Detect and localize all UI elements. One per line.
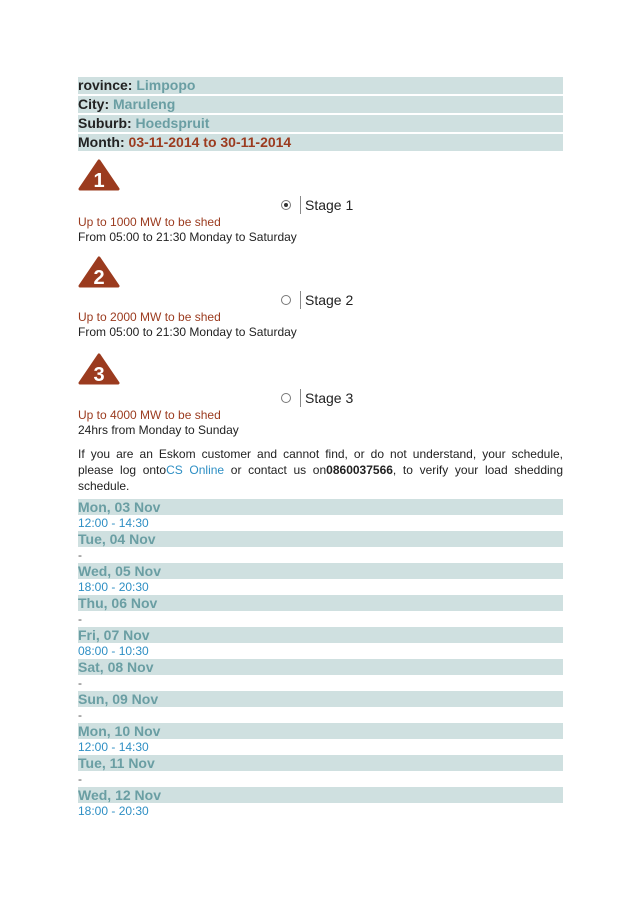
stage-3-hours: 24hrs from Monday to Sunday: [78, 423, 239, 437]
notice-text-middle: or contact us on: [224, 463, 327, 477]
notice-paragraph: [78, 446, 563, 494]
schedule-day-header: Tue, 04 Nov: [78, 531, 563, 547]
schedule-day-time: 18:00 - 20:30: [78, 804, 149, 818]
schedule-day-time: -: [78, 676, 82, 690]
stage-3-badge-icon: [78, 353, 120, 385]
month-value: 03-11-2014 to 30-11-2014: [128, 134, 292, 150]
stage-1-shed: Up to 1000 MW to be shed: [78, 215, 221, 229]
suburb-value: Hoedspruit: [135, 115, 210, 131]
stage-1-badge-icon: [78, 159, 120, 191]
cs-online-link[interactable]: CS Online: [166, 463, 225, 477]
schedule-day-header: Tue, 11 Nov: [78, 755, 563, 771]
month-label: Month:: [78, 134, 125, 150]
stage-2-option[interactable]: [281, 291, 353, 309]
stage-3-number: 3: [93, 364, 105, 385]
stage-2-shed: Up to 2000 MW to be shed: [78, 310, 221, 324]
month-row: [78, 134, 563, 153]
schedule-day-time: -: [78, 708, 82, 722]
schedule-day-header: Wed, 12 Nov: [78, 787, 563, 803]
city-row: [78, 96, 563, 115]
stage-1-number: 1: [93, 170, 105, 191]
province-label: rovince:: [78, 77, 133, 93]
schedule-day-header: Thu, 06 Nov: [78, 595, 563, 611]
stage-1-option[interactable]: [281, 196, 353, 214]
suburb-row: [78, 115, 563, 134]
loadshedding-schedule-page: [78, 77, 564, 818]
stage-2-radio[interactable]: [281, 295, 291, 305]
suburb-label: Suburb:: [78, 115, 132, 131]
province-value: Limpopo: [136, 77, 196, 93]
schedule-day-time: 12:00 - 14:30: [78, 516, 149, 530]
stage-2-label: Stage 2: [300, 291, 353, 309]
schedule-day-time: -: [78, 772, 82, 786]
city-label: City:: [78, 96, 110, 112]
stage-3-label: Stage 3: [300, 389, 353, 407]
schedule-day-header: Fri, 07 Nov: [78, 627, 563, 643]
schedule-day-time: -: [78, 612, 82, 626]
stage-2-number: 2: [93, 267, 105, 288]
phone-number: 0860037566: [326, 463, 393, 477]
stages-section: [78, 153, 563, 498]
schedule-day-time: 18:00 - 20:30: [78, 580, 149, 594]
schedule-day-time: 08:00 - 10:30: [78, 644, 149, 658]
schedule-day-header: Mon, 10 Nov: [78, 723, 563, 739]
schedule-list: [78, 499, 563, 819]
schedule-day-time: 12:00 - 14:30: [78, 740, 149, 754]
province-row: [78, 77, 563, 96]
stage-1-radio[interactable]: [281, 200, 291, 210]
schedule-day-header: Sun, 09 Nov: [78, 691, 563, 707]
notice-text-after: , to verify your load shedding schedule.: [78, 463, 564, 493]
stage-3-radio[interactable]: [281, 393, 291, 403]
city-value: Maruleng: [113, 96, 176, 112]
schedule-day-header: Sat, 08 Nov: [78, 659, 563, 675]
schedule-day-time: -: [78, 548, 82, 562]
notice-text-before: If you are an Eskom customer and cannot find, or do not understand, your schedule, please log onto: [78, 447, 563, 477]
stage-3-option[interactable]: [281, 389, 353, 407]
stage-2-badge-icon: [78, 256, 120, 288]
schedule-day-header: Mon, 03 Nov: [78, 499, 563, 515]
stage-1-hours: From 05:00 to 21:30 Monday to Saturday: [78, 230, 297, 244]
schedule-day-header: Wed, 05 Nov: [78, 563, 563, 579]
stage-2-hours: From 05:00 to 21:30 Monday to Saturday: [78, 325, 297, 339]
stage-3-shed: Up to 4000 MW to be shed: [78, 408, 221, 422]
stage-1-label: Stage 1: [300, 196, 353, 214]
